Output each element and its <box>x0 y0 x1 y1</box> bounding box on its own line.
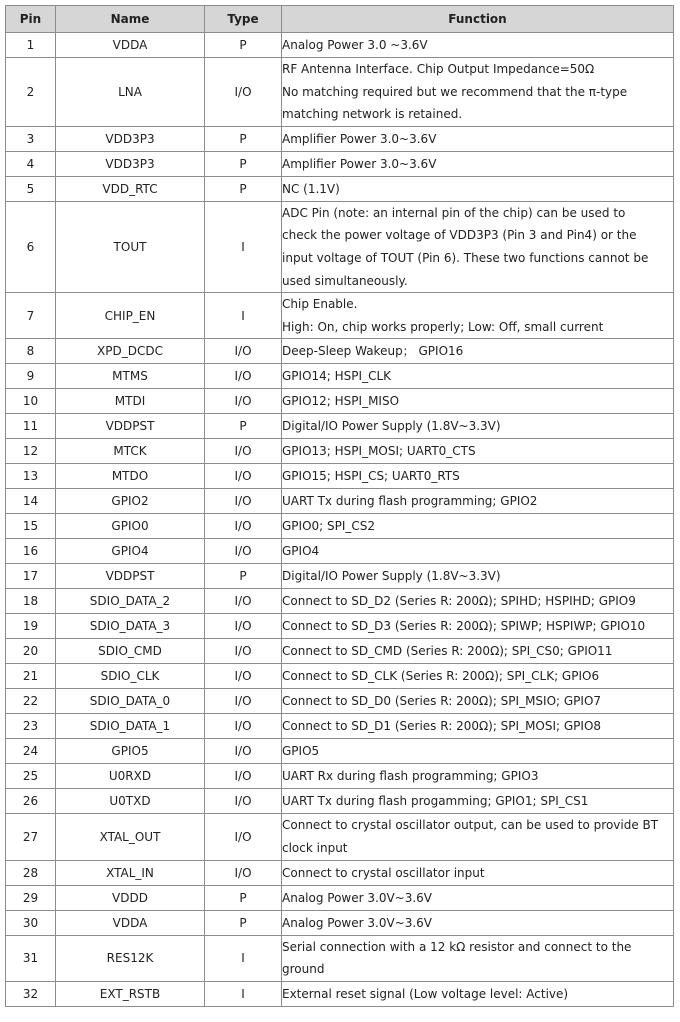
name-cell: XTAL_IN <box>56 860 205 885</box>
pin-cell: 19 <box>6 614 56 639</box>
function-line: GPIO15; HSPI_CS; UART0_RTS <box>282 469 460 484</box>
function-line: Analog Power 3.0V~3.6V <box>282 915 433 930</box>
table-row <box>6 514 674 539</box>
pin-cell: 11 <box>6 414 56 439</box>
name-cell: GPIO0 <box>56 514 205 539</box>
function-line: GPIO12; HSPI_MISO <box>282 394 400 409</box>
name-cell: VDD_RTC <box>56 176 205 201</box>
type-cell: I <box>205 293 282 339</box>
function-cell <box>282 339 674 364</box>
function-line: ADC Pin (note: an internal pin of the chip) can be used to <box>282 205 626 220</box>
table-row <box>6 33 674 58</box>
name-cell: SDIO_DATA_3 <box>56 614 205 639</box>
function-line: Connect to crystal oscillator output, can be used to provide BT <box>282 818 659 833</box>
function-line: ground <box>282 962 325 977</box>
function-cell <box>282 126 674 151</box>
pin-cell: 20 <box>6 639 56 664</box>
type-cell: I/O <box>205 58 282 127</box>
pin-cell: 3 <box>6 126 56 151</box>
function-line: Connect to SD_D1 (Series R: 200Ω); SPI_MOSI; GPIO8 <box>282 719 602 734</box>
type-cell: I/O <box>205 689 282 714</box>
table-row <box>6 689 674 714</box>
table-row <box>6 639 674 664</box>
name-cell: MTMS <box>56 364 205 389</box>
header-function: Function <box>282 6 674 33</box>
function-line: Connect to SD_D3 (Series R: 200Ω); SPIWP; HSPIWP; GPIO10 <box>282 619 646 634</box>
pin-cell: 14 <box>6 489 56 514</box>
pin-cell: 27 <box>6 814 56 860</box>
function-line: Connect to SD_CMD (Series R: 200Ω); SPI_CS0; GPIO11 <box>282 644 613 659</box>
name-cell: MTDO <box>56 464 205 489</box>
header-pin: Pin <box>6 6 56 33</box>
function-cell <box>282 439 674 464</box>
name-cell: VDDA <box>56 33 205 58</box>
type-cell: P <box>205 33 282 58</box>
type-cell: I/O <box>205 489 282 514</box>
pin-cell: 13 <box>6 464 56 489</box>
type-cell: P <box>205 126 282 151</box>
type-cell: P <box>205 176 282 201</box>
pin-cell: 25 <box>6 764 56 789</box>
function-cell <box>282 981 674 1006</box>
table-row <box>6 58 674 127</box>
function-line: External reset signal (Low voltage level: Active) <box>282 986 569 1001</box>
name-cell: U0TXD <box>56 789 205 814</box>
function-cell <box>282 539 674 564</box>
type-cell: I/O <box>205 539 282 564</box>
function-line: Digital/IO Power Supply (1.8V~3.3V) <box>282 419 501 434</box>
function-line: Deep-Sleep Wakeup； GPIO16 <box>282 344 464 359</box>
name-cell: VDDPST <box>56 414 205 439</box>
table-row <box>6 764 674 789</box>
pin-cell: 26 <box>6 789 56 814</box>
header-row <box>6 6 674 33</box>
function-cell <box>282 464 674 489</box>
pin-cell: 18 <box>6 589 56 614</box>
type-cell: I/O <box>205 789 282 814</box>
function-cell <box>282 589 674 614</box>
table-row <box>6 176 674 201</box>
name-cell: LNA <box>56 58 205 127</box>
pin-cell: 15 <box>6 514 56 539</box>
function-line: Analog Power 3.0V~3.6V <box>282 890 433 905</box>
pin-cell: 9 <box>6 364 56 389</box>
function-line: High: On, chip works properly; Low: Off, small current <box>282 319 604 334</box>
type-cell: I <box>205 981 282 1006</box>
function-cell <box>282 739 674 764</box>
pin-cell: 24 <box>6 739 56 764</box>
pin-cell: 8 <box>6 339 56 364</box>
pin-cell: 5 <box>6 176 56 201</box>
name-cell: SDIO_DATA_0 <box>56 689 205 714</box>
table-row <box>6 539 674 564</box>
table-row <box>6 789 674 814</box>
function-line: Amplifier Power 3.0~3.6V <box>282 131 437 146</box>
table-body <box>6 33 674 1007</box>
name-cell: RES12K <box>56 935 205 981</box>
type-cell: I/O <box>205 389 282 414</box>
name-cell: SDIO_CMD <box>56 639 205 664</box>
table-row <box>6 614 674 639</box>
table-row <box>6 489 674 514</box>
name-cell: MTDI <box>56 389 205 414</box>
type-cell: I/O <box>205 764 282 789</box>
function-cell <box>282 814 674 860</box>
function-cell <box>282 389 674 414</box>
function-cell <box>282 176 674 201</box>
table-row <box>6 389 674 414</box>
name-cell: GPIO5 <box>56 739 205 764</box>
table-row <box>6 126 674 151</box>
table-row <box>6 464 674 489</box>
function-cell <box>282 564 674 589</box>
function-line: UART Tx during flash programming; GPIO2 <box>282 494 538 509</box>
function-line: GPIO5 <box>282 744 320 759</box>
type-cell: I/O <box>205 860 282 885</box>
pin-cell: 12 <box>6 439 56 464</box>
function-line: check the power voltage of VDD3P3 (Pin 3 and Pin4) or the <box>282 228 637 243</box>
table-row <box>6 293 674 339</box>
pin-cell: 22 <box>6 689 56 714</box>
type-cell: I <box>205 201 282 292</box>
function-line: UART Tx during flash progamming; GPIO1; SPI_CS1 <box>282 794 589 809</box>
table-row <box>6 339 674 364</box>
function-cell <box>282 58 674 127</box>
pin-cell: 10 <box>6 389 56 414</box>
pin-cell: 16 <box>6 539 56 564</box>
type-cell: I/O <box>205 614 282 639</box>
type-cell: I/O <box>205 439 282 464</box>
name-cell: VDDPST <box>56 564 205 589</box>
function-line: GPIO14; HSPI_CLK <box>282 369 391 384</box>
function-line: GPIO0; SPI_CS2 <box>282 519 376 534</box>
function-line: Digital/IO Power Supply (1.8V~3.3V) <box>282 569 501 584</box>
function-line: Connect to SD_D2 (Series R: 200Ω); SPIHD; HSPIHD; GPIO9 <box>282 594 636 609</box>
table-row <box>6 589 674 614</box>
table-row <box>6 739 674 764</box>
function-cell <box>282 489 674 514</box>
table-row <box>6 935 674 981</box>
function-cell <box>282 689 674 714</box>
pin-cell: 29 <box>6 885 56 910</box>
name-cell: MTCK <box>56 439 205 464</box>
function-cell <box>282 714 674 739</box>
pin-cell: 6 <box>6 201 56 292</box>
table-row <box>6 814 674 860</box>
table-row <box>6 151 674 176</box>
function-cell <box>282 614 674 639</box>
function-line: Connect to SD_D0 (Series R: 200Ω); SPI_MSIO; GPIO7 <box>282 694 602 709</box>
table-row <box>6 885 674 910</box>
table-row <box>6 364 674 389</box>
function-line: Serial connection with a 12 kΩ resistor and connect to the <box>282 939 632 954</box>
name-cell: SDIO_DATA_2 <box>56 589 205 614</box>
pin-cell: 31 <box>6 935 56 981</box>
type-cell: I/O <box>205 664 282 689</box>
table-row <box>6 860 674 885</box>
name-cell: XPD_DCDC <box>56 339 205 364</box>
function-cell <box>282 364 674 389</box>
table-row <box>6 201 674 292</box>
pin-cell: 21 <box>6 664 56 689</box>
type-cell: P <box>205 564 282 589</box>
function-cell <box>282 414 674 439</box>
type-cell: I/O <box>205 464 282 489</box>
function-cell <box>282 764 674 789</box>
pin-table <box>5 5 674 1007</box>
name-cell: GPIO2 <box>56 489 205 514</box>
pin-cell: 30 <box>6 910 56 935</box>
pin-cell: 4 <box>6 151 56 176</box>
function-line: Chip Enable. <box>282 297 358 312</box>
function-line: GPIO4 <box>282 544 320 559</box>
function-line: Connect to SD_CLK (Series R: 200Ω); SPI_CLK; GPIO6 <box>282 669 600 684</box>
pin-cell: 7 <box>6 293 56 339</box>
name-cell: GPIO4 <box>56 539 205 564</box>
header-type: Type <box>205 6 282 33</box>
function-cell <box>282 33 674 58</box>
function-line: Amplifier Power 3.0~3.6V <box>282 156 437 171</box>
name-cell: VDDA <box>56 910 205 935</box>
function-line: No matching required but we recommend that the π-type <box>282 84 628 99</box>
type-cell: I/O <box>205 639 282 664</box>
table-row <box>6 981 674 1006</box>
function-cell <box>282 151 674 176</box>
type-cell: I/O <box>205 514 282 539</box>
type-cell: I/O <box>205 714 282 739</box>
function-line: clock input <box>282 840 348 855</box>
function-line: used simultaneously. <box>282 273 408 288</box>
pin-cell: 23 <box>6 714 56 739</box>
type-cell: P <box>205 151 282 176</box>
table-row <box>6 664 674 689</box>
name-cell: EXT_RSTB <box>56 981 205 1006</box>
type-cell: I/O <box>205 339 282 364</box>
name-cell: TOUT <box>56 201 205 292</box>
function-cell <box>282 860 674 885</box>
name-cell: CHIP_EN <box>56 293 205 339</box>
type-cell: P <box>205 910 282 935</box>
type-cell: P <box>205 414 282 439</box>
type-cell: I/O <box>205 739 282 764</box>
name-cell: VDD3P3 <box>56 126 205 151</box>
table-row <box>6 910 674 935</box>
function-cell <box>282 639 674 664</box>
name-cell: VDDD <box>56 885 205 910</box>
pin-cell: 17 <box>6 564 56 589</box>
function-line: NC (1.1V) <box>282 181 340 196</box>
function-cell <box>282 885 674 910</box>
function-cell <box>282 514 674 539</box>
type-cell: P <box>205 885 282 910</box>
name-cell: VDD3P3 <box>56 151 205 176</box>
table-row <box>6 714 674 739</box>
function-line: input voltage of TOUT (Pin 6). These two functions cannot be <box>282 250 649 265</box>
function-cell <box>282 789 674 814</box>
type-cell: I/O <box>205 589 282 614</box>
function-line: RF Antenna Interface. Chip Output Impedance=50Ω <box>282 62 595 76</box>
function-line: Analog Power 3.0 ~3.6V <box>282 38 428 52</box>
function-line: GPIO13; HSPI_MOSI; UART0_CTS <box>282 444 476 459</box>
table-row <box>6 439 674 464</box>
name-cell: U0RXD <box>56 764 205 789</box>
pin-cell: 2 <box>6 58 56 127</box>
table-row <box>6 414 674 439</box>
function-line: Connect to crystal oscillator input <box>282 865 485 880</box>
type-cell: I/O <box>205 814 282 860</box>
pin-cell: 1 <box>6 33 56 58</box>
function-line: UART Rx during flash programming; GPIO3 <box>282 769 539 784</box>
type-cell: I/O <box>205 364 282 389</box>
header-name: Name <box>56 6 205 33</box>
function-cell <box>282 293 674 339</box>
function-cell <box>282 910 674 935</box>
function-cell <box>282 664 674 689</box>
type-cell: I <box>205 935 282 981</box>
function-line: matching network is retained. <box>282 107 463 122</box>
name-cell: SDIO_CLK <box>56 664 205 689</box>
function-cell <box>282 935 674 981</box>
name-cell: XTAL_OUT <box>56 814 205 860</box>
name-cell: SDIO_DATA_1 <box>56 714 205 739</box>
pin-cell: 32 <box>6 981 56 1006</box>
table-header <box>6 6 674 33</box>
table-row <box>6 564 674 589</box>
pin-cell: 28 <box>6 860 56 885</box>
function-cell <box>282 201 674 292</box>
